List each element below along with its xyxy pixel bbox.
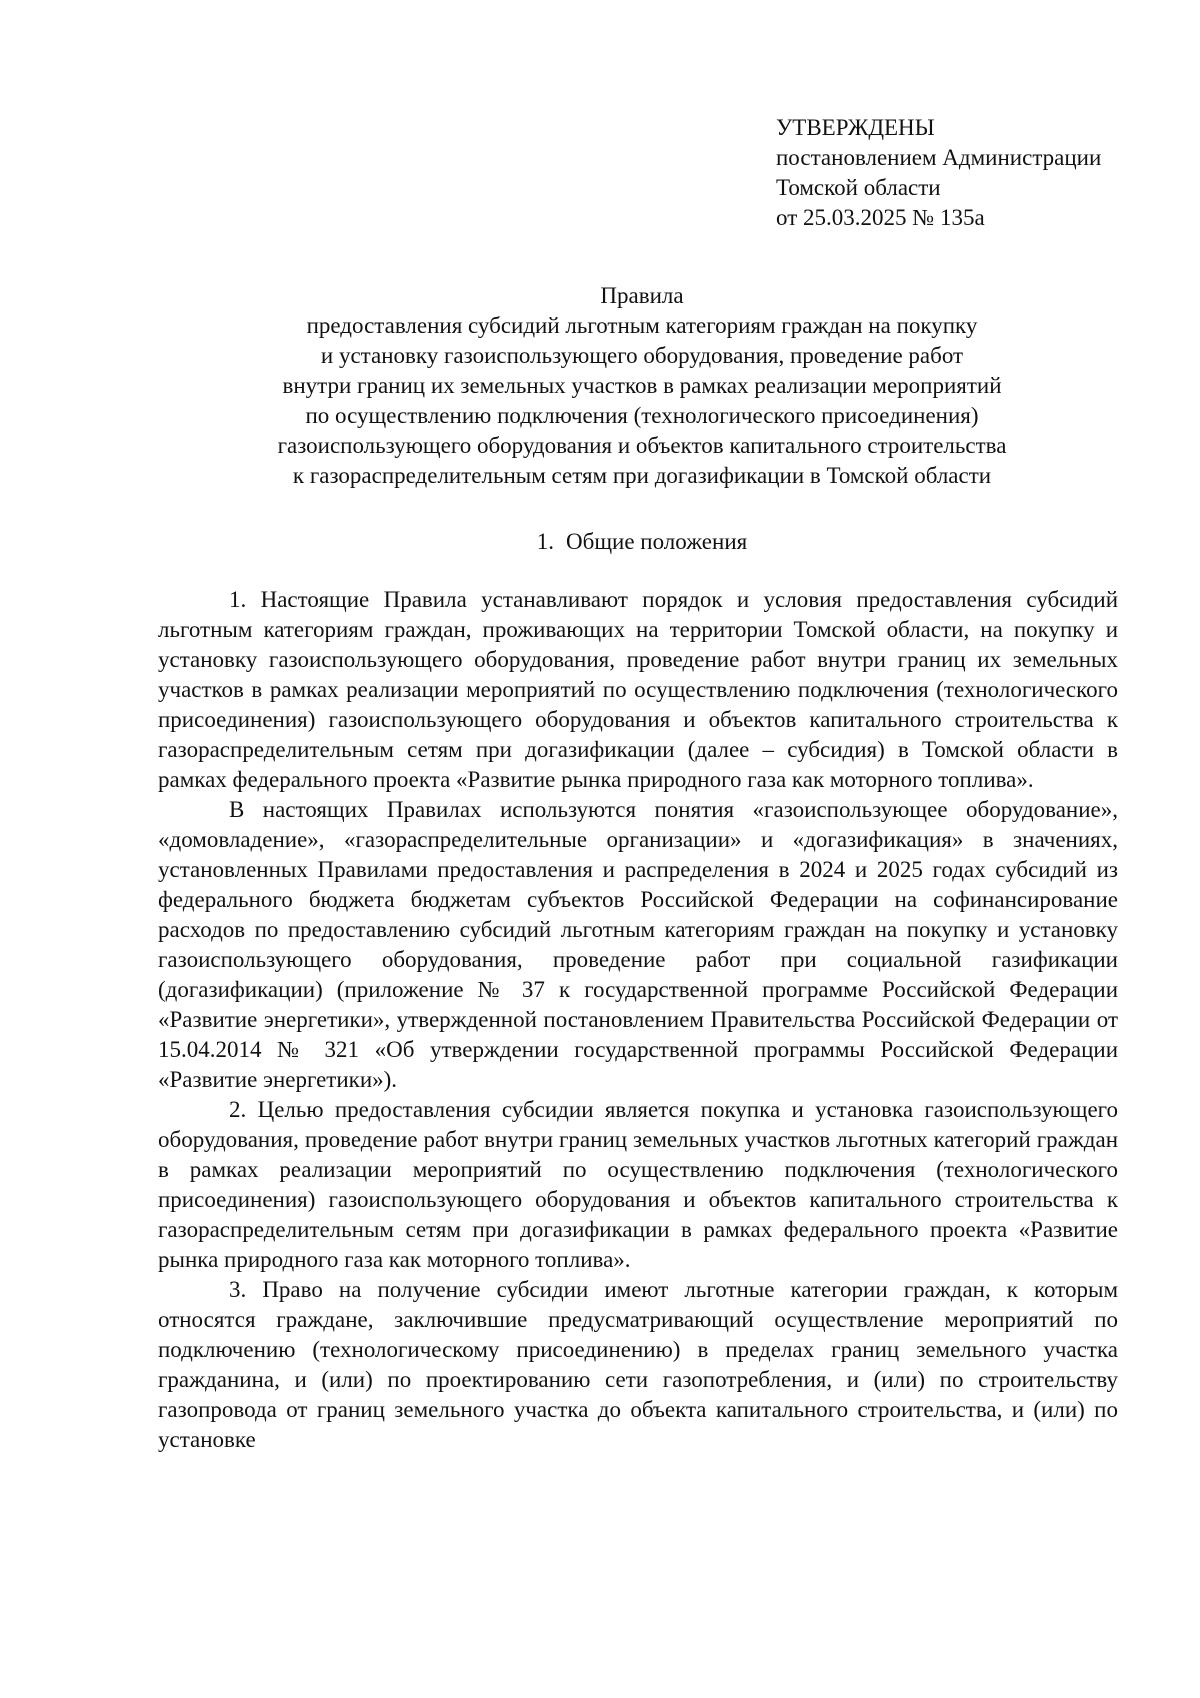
approval-status: УТВЕРЖДЕНЫ xyxy=(776,115,935,140)
section-number: 1. xyxy=(536,529,555,554)
paragraph-number: 2. xyxy=(229,1097,247,1122)
title-line: газоиспользующего оборудования и объектов капитального строительства xyxy=(277,433,1007,458)
title-line: по осуществлению подключения (технологического присоединения) xyxy=(305,403,979,428)
section-title: Общие положения xyxy=(566,529,748,554)
paragraph-3 xyxy=(158,1275,1118,1455)
document-body xyxy=(158,585,1118,1455)
paragraph-1 xyxy=(158,585,1118,795)
paragraph-1-definitions xyxy=(158,795,1118,1095)
approval-authority: постановлением Администрации xyxy=(776,145,1102,170)
title-line: к газораспределительным сетям при догазификации в Томской области xyxy=(292,463,992,488)
title-heading: Правила xyxy=(600,283,684,308)
document-title xyxy=(150,281,1134,491)
title-line: предоставления субсидий льготным категориям граждан на покупку xyxy=(306,313,978,338)
title-line: внутри границ их земельных участков в рамках реализации мероприятий xyxy=(282,373,1002,398)
paragraph-text: В настоящих Правилах используются понятия «газоиспользующее оборудование», «домовладение», «газораспределительные организации» и «догазификация» в значениях, установленных Правилами предоставления и распределения в 2024 и 2025 годах субсидий из федерального бюджета бюджетам субъектов Российской Федерации на софинансирование расходов по предоставлению субсидий льготным категориям граждан на покупку и установку газоиспользующего оборудования, проведение работ при социальной газификации (догазификации) (приложение № 37 к государственной программе Российской Федерации «Развитие энергетики», утвержденной постановлением Правительства Российской Федерации от 15.04.2014 № 321 «Об утверждении государственной программы Российской Федерации «Развитие энергетики»). xyxy=(158,797,1118,1092)
paragraph-text: Настоящие Правила устанавливают порядок и условия предоставления субсидий льготным категориям граждан, проживающих на территории Томской области, на покупку и установку газоиспользующего оборудования, проведение работ внутри границ их земельных участков в рамках реализации мероприятий по осуществлению подключения (технологического присоединения) газоиспользующего оборудования и объектов капитального строительства к газораспределительным сетям при догазификации (далее – субсидия) в Томской области в рамках федерального проекта «Развитие рынка природного газа как моторного топлива». xyxy=(158,587,1119,792)
paragraph-number: 3. xyxy=(229,1277,247,1302)
paragraph-text: Право на получение субсидии имеют льготные категории граждан, к которым относятся граждане, заключившие предусматривающий осуществление мероприятий по подключению (технологическому присоединению) в пределах границ земельного участка гражданина, и (или) по проектированию сети газопотребления, и (или) по строительству газопровода от границ земельного участка до объекта капитального строительства, и (или) по установке xyxy=(158,1277,1118,1452)
paragraph-2 xyxy=(158,1095,1118,1275)
paragraph-number: 1. xyxy=(229,587,247,612)
approval-decree-ref: от 25.03.2025 № 135а xyxy=(776,205,985,230)
approval-region: Томской области xyxy=(776,175,941,200)
section-heading xyxy=(150,527,1134,557)
approval-block xyxy=(776,113,1176,233)
title-line: и установку газоиспользующего оборудования, проведение работ xyxy=(320,343,964,368)
paragraph-text: Целью предоставления субсидии является покупка и установка газоиспользующего оборудования, проведение работ внутри границ земельных участков льготных категорий граждан в рамках реализации мероприятий по осуществлению подключения (технологического присоединения) газоиспользующего оборудования и объектов капитального строительства к газораспределительным сетям при догазификации в рамках федерального проекта «Развитие рынка природного газа как моторного топлива». xyxy=(158,1097,1119,1272)
